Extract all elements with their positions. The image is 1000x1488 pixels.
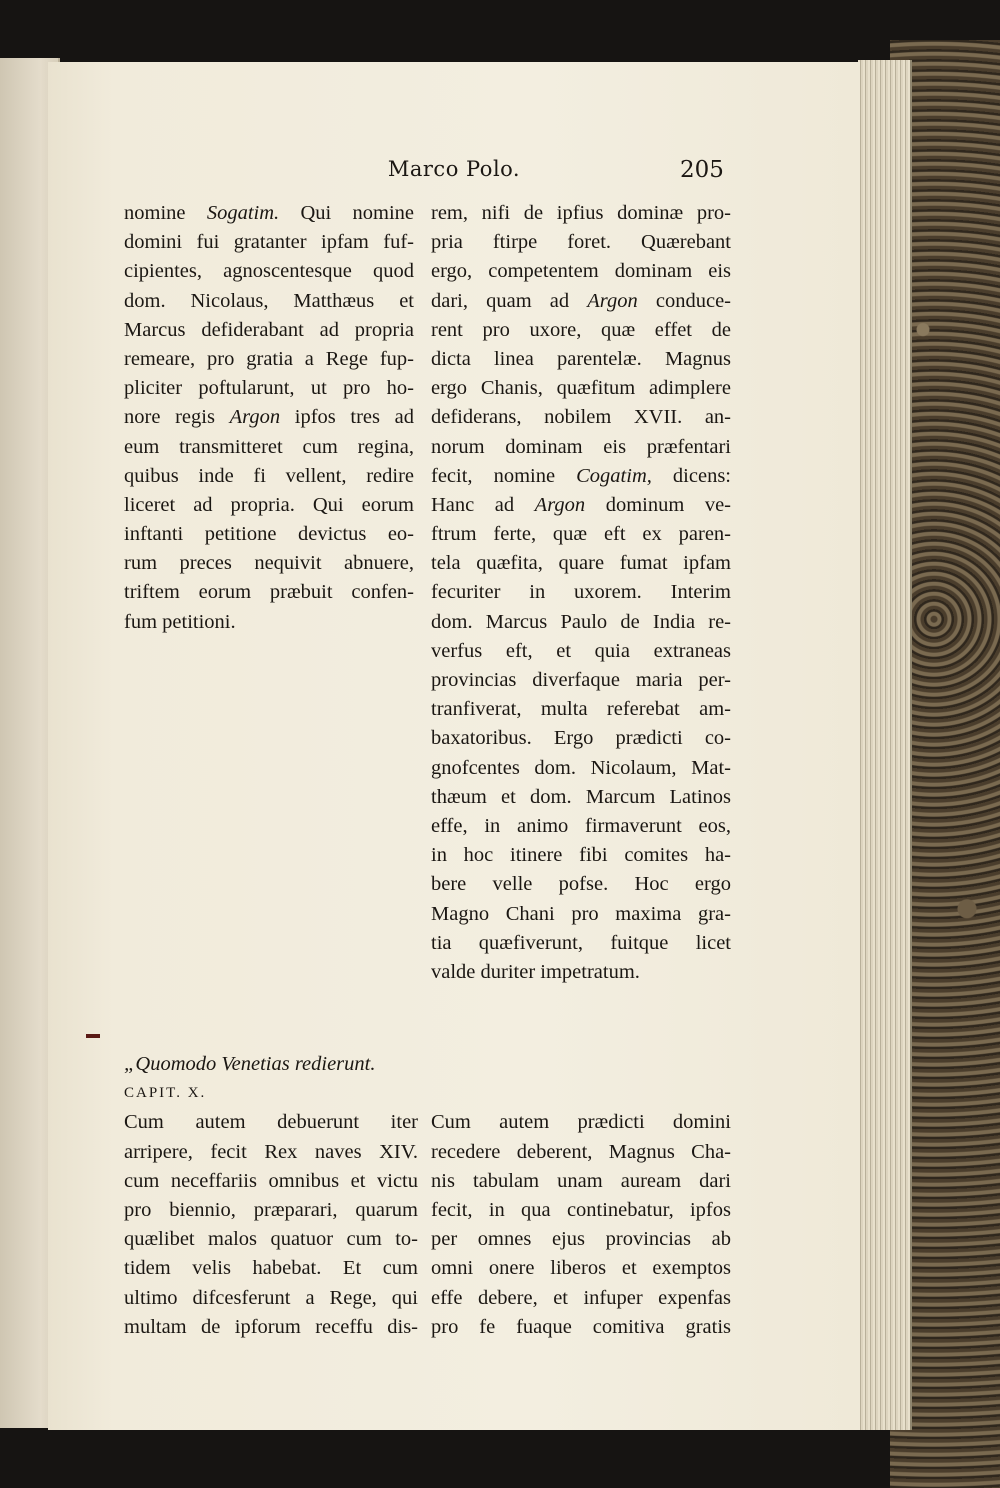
text-line: dom. Marcus Paulo de India re- <box>431 610 731 633</box>
text-line: ultimo difcesferunt a Rege, qui <box>124 1286 418 1309</box>
text-line: quibus inde fi vellent, redire <box>124 464 414 487</box>
text-line: Magno Chani pro maxima gra- <box>431 902 731 925</box>
chapter-number: CAPIT. X. <box>124 1085 207 1102</box>
spacer <box>431 1050 731 1079</box>
text-line: thæum et dom. Marcum Latinos <box>431 785 731 808</box>
left-column-bottom <box>124 1050 418 1342</box>
text-line: dicta linea parentelæ. Magnus <box>431 347 731 370</box>
text-line: gnofcentes dom. Nicolaum, Mat- <box>431 756 731 779</box>
text-line: verfus eft, et quia extraneas <box>431 639 731 662</box>
text-line: Marcus defiderabant ad propria <box>124 318 414 341</box>
text-line: remeare, pro gratia a Rege fup- <box>124 347 414 370</box>
right-column-top <box>431 199 731 987</box>
text-line: norum dominam eis præfentari <box>431 435 731 458</box>
text-line: dom. Nicolaus, Matthæus et <box>124 289 414 312</box>
text-line: cipientes, agnoscentesque quod <box>124 260 414 283</box>
text-line: fum petitioni. <box>124 610 236 633</box>
text-line: ftrum ferte, quæ eft ex paren- <box>431 523 731 546</box>
text-line: ergo Chanis, quæfitum adimplere <box>431 377 731 400</box>
text-line: quælibet malos quatuor cum to- <box>124 1228 418 1251</box>
text-line: Cum autem prædicti domini <box>431 1111 731 1134</box>
text-line: provincias diverfaque maria per- <box>431 669 731 691</box>
text-line: effe, in animo firmaverunt eos, <box>431 814 731 837</box>
text-line: tidem velis habebat. Et cum <box>124 1257 418 1280</box>
text-line: pro biennio, præparari, quarum <box>124 1198 418 1221</box>
text-line: inftanti petitione devictus eo- <box>124 523 414 546</box>
text-line: ergo, competentem dominam eis <box>431 260 731 283</box>
text-line: tela quæfita, quare fumat ipfam <box>431 552 731 575</box>
text-line: recedere deberent, Magnus Cha- <box>431 1140 731 1163</box>
text-line: pria ftirpe foret. Quærebant <box>431 231 731 254</box>
text-line: tia quæfiverunt, fuitque licet <box>431 931 731 954</box>
text-line: eum transmitteret cum regina, <box>124 435 414 458</box>
text-line: nis tabulam unam auream dari <box>431 1169 731 1192</box>
text-line: pro fe fuaque comitiva gratis <box>431 1315 731 1338</box>
text-line: rent pro uxore, quæ effet de <box>431 318 731 341</box>
text-line: in hoc itinere fibi comites ha- <box>431 844 731 867</box>
page-number: 205 <box>680 157 724 183</box>
text-line: effe debere, et infuper expenfas <box>431 1286 731 1309</box>
text-line: omni onere liberos et exemptos <box>431 1257 731 1280</box>
running-title: Marco Polo. <box>387 157 521 181</box>
spacer <box>431 1079 731 1108</box>
book-page <box>48 62 860 1430</box>
left-column-top <box>124 199 414 637</box>
text-line: Cum autem debuerunt iter <box>124 1111 418 1134</box>
text-line: pliciter poftularunt, ut pro ho- <box>124 377 414 400</box>
text-line: nomine Sogatim. Qui nomine <box>124 202 415 224</box>
text-line: defiderans, nobilem XVII. an- <box>431 406 731 429</box>
text-line: domini fui gratanter ipfam fuf- <box>124 231 414 254</box>
text-line: arripere, fecit Rex naves XIV. <box>124 1140 418 1163</box>
text-line: cum neceffariis omnibus et victu <box>124 1169 418 1192</box>
chapter-title: „Quomodo Venetias redierunt. <box>124 1053 376 1075</box>
text-line: nore regis Argon ipfos tres ad <box>124 406 415 429</box>
text-line: dari, quam ad Argon conduce- <box>431 289 732 312</box>
text-line: multam de ipforum receffu dis- <box>124 1315 418 1338</box>
text-line: triftem eorum præbuit confen- <box>124 581 414 604</box>
text-line: valde duriter impetratum. <box>431 960 640 983</box>
text-line: fecit, nomine Cogatim, dicens: <box>431 464 731 487</box>
text-line: liceret ad propria. Qui eorum <box>124 493 414 516</box>
text-line: Hanc ad Argon dominum ve- <box>431 493 731 516</box>
text-line: rum preces nequivit abnuere, <box>124 552 414 575</box>
right-column-bottom <box>431 1050 731 1342</box>
text-line: fecuriter in uxorem. Interim <box>431 581 731 604</box>
text-line: bere velle pofse. Hoc ergo <box>431 873 731 896</box>
text-line: baxatoribus. Ergo prædicti co- <box>431 727 731 750</box>
margin-ink-mark <box>86 1034 100 1038</box>
page-block-edges <box>858 60 912 1430</box>
text-line: tranfiverat, multa referebat am- <box>431 698 731 721</box>
page-header <box>48 157 860 197</box>
text-line: per omnes ejus provincias ab <box>431 1228 731 1251</box>
text-line: fecit, in qua continebatur, ipfos <box>431 1198 731 1221</box>
text-line: rem, nifi de ipfius dominæ pro- <box>431 202 731 224</box>
